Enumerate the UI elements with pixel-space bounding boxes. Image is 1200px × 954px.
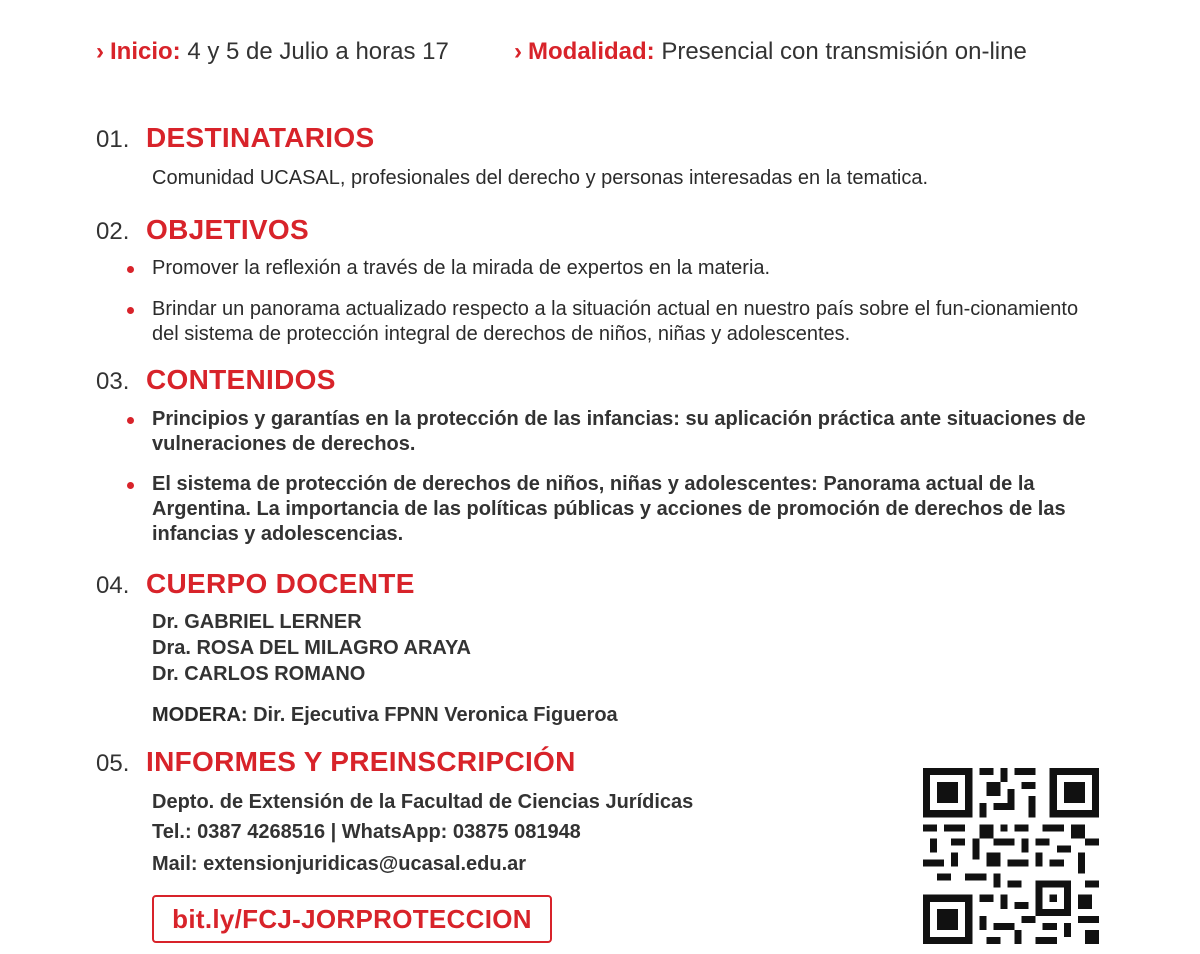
section-title: CONTENIDOS	[146, 364, 336, 395]
chevron-right-icon: ›	[96, 38, 104, 65]
contenido-bullet: El sistema de protección de derechos de niños, niñas y adolescentes: Panorama actual de la Argentina. La importancia de las políticas públicas y acciones de promoción de derechos de las infancias y adolescencias.	[152, 472, 1112, 547]
destinatarios-text: Comunidad UCASAL, profesionales del derecho y personas interesadas en la tematica.	[152, 167, 928, 189]
contenido-bullet: Principios y garantías en la protección de las infancias: su aplicación práctica ante situaciones de vulneraciones de derechos.	[152, 407, 1112, 457]
section-title: CUERPO DOCENTE	[146, 568, 415, 599]
contact-mail: Mail: extensionjuridicas@ucasal.edu.ar	[152, 853, 527, 875]
modera-label: MODERA:	[152, 704, 248, 726]
preinscription-link[interactable]: bit.ly/FCJ-JORPROTECCION	[152, 895, 552, 943]
docente-name: Dr. CARLOS ROMANO	[152, 663, 366, 685]
section-number: 02.	[96, 218, 130, 245]
section-number: 04.	[96, 572, 130, 599]
chevron-right-icon: ›	[514, 38, 522, 65]
section-number: 05.	[96, 750, 130, 777]
section-heading-informes	[96, 746, 576, 778]
objetivo-bullet: Brindar un panorama actualizado respecto a la situación actual en nuestro país sobre el fun-cionamiento del sistema de protección integral de derechos de niños, niñas y adolescentes.	[152, 297, 1092, 347]
contact-phone: Tel.: 0387 4268516 | WhatsApp: 03875 081948	[152, 821, 581, 843]
modera-value: Dir. Ejecutiva FPNN Veronica Figueroa	[253, 704, 618, 726]
section-heading-destinatarios	[96, 122, 374, 154]
section-heading-objetivos	[96, 214, 309, 246]
inicio-value: 4 y 5 de Julio a horas 17	[187, 38, 449, 65]
moderador-line	[152, 703, 618, 728]
modalidad-label: Modalidad:	[528, 38, 655, 65]
qr-code-icon[interactable]	[922, 768, 1100, 944]
section-number: 03.	[96, 368, 130, 395]
docente-name: Dra. ROSA DEL MILAGRO ARAYA	[152, 637, 471, 659]
section-title: OBJETIVOS	[146, 214, 309, 245]
contact-department: Depto. de Extensión de la Facultad de Ciencias Jurídicas	[152, 791, 694, 813]
modalidad-info	[514, 38, 1027, 66]
section-number: 01.	[96, 126, 130, 153]
section-title: INFORMES Y PREINSCRIPCIÓN	[146, 746, 576, 777]
objetivo-bullet: Promover la reflexión a través de la mirada de expertos en la materia.	[152, 256, 1112, 281]
section-heading-docentes	[96, 568, 415, 600]
inicio-label: Inicio:	[110, 38, 181, 65]
inicio-info	[96, 38, 449, 66]
docente-name: Dr. GABRIEL LERNER	[152, 611, 362, 633]
section-heading-contenidos	[96, 364, 336, 396]
modalidad-value: Presencial con transmisión on-line	[661, 38, 1027, 65]
section-title: DESTINATARIOS	[146, 122, 375, 153]
